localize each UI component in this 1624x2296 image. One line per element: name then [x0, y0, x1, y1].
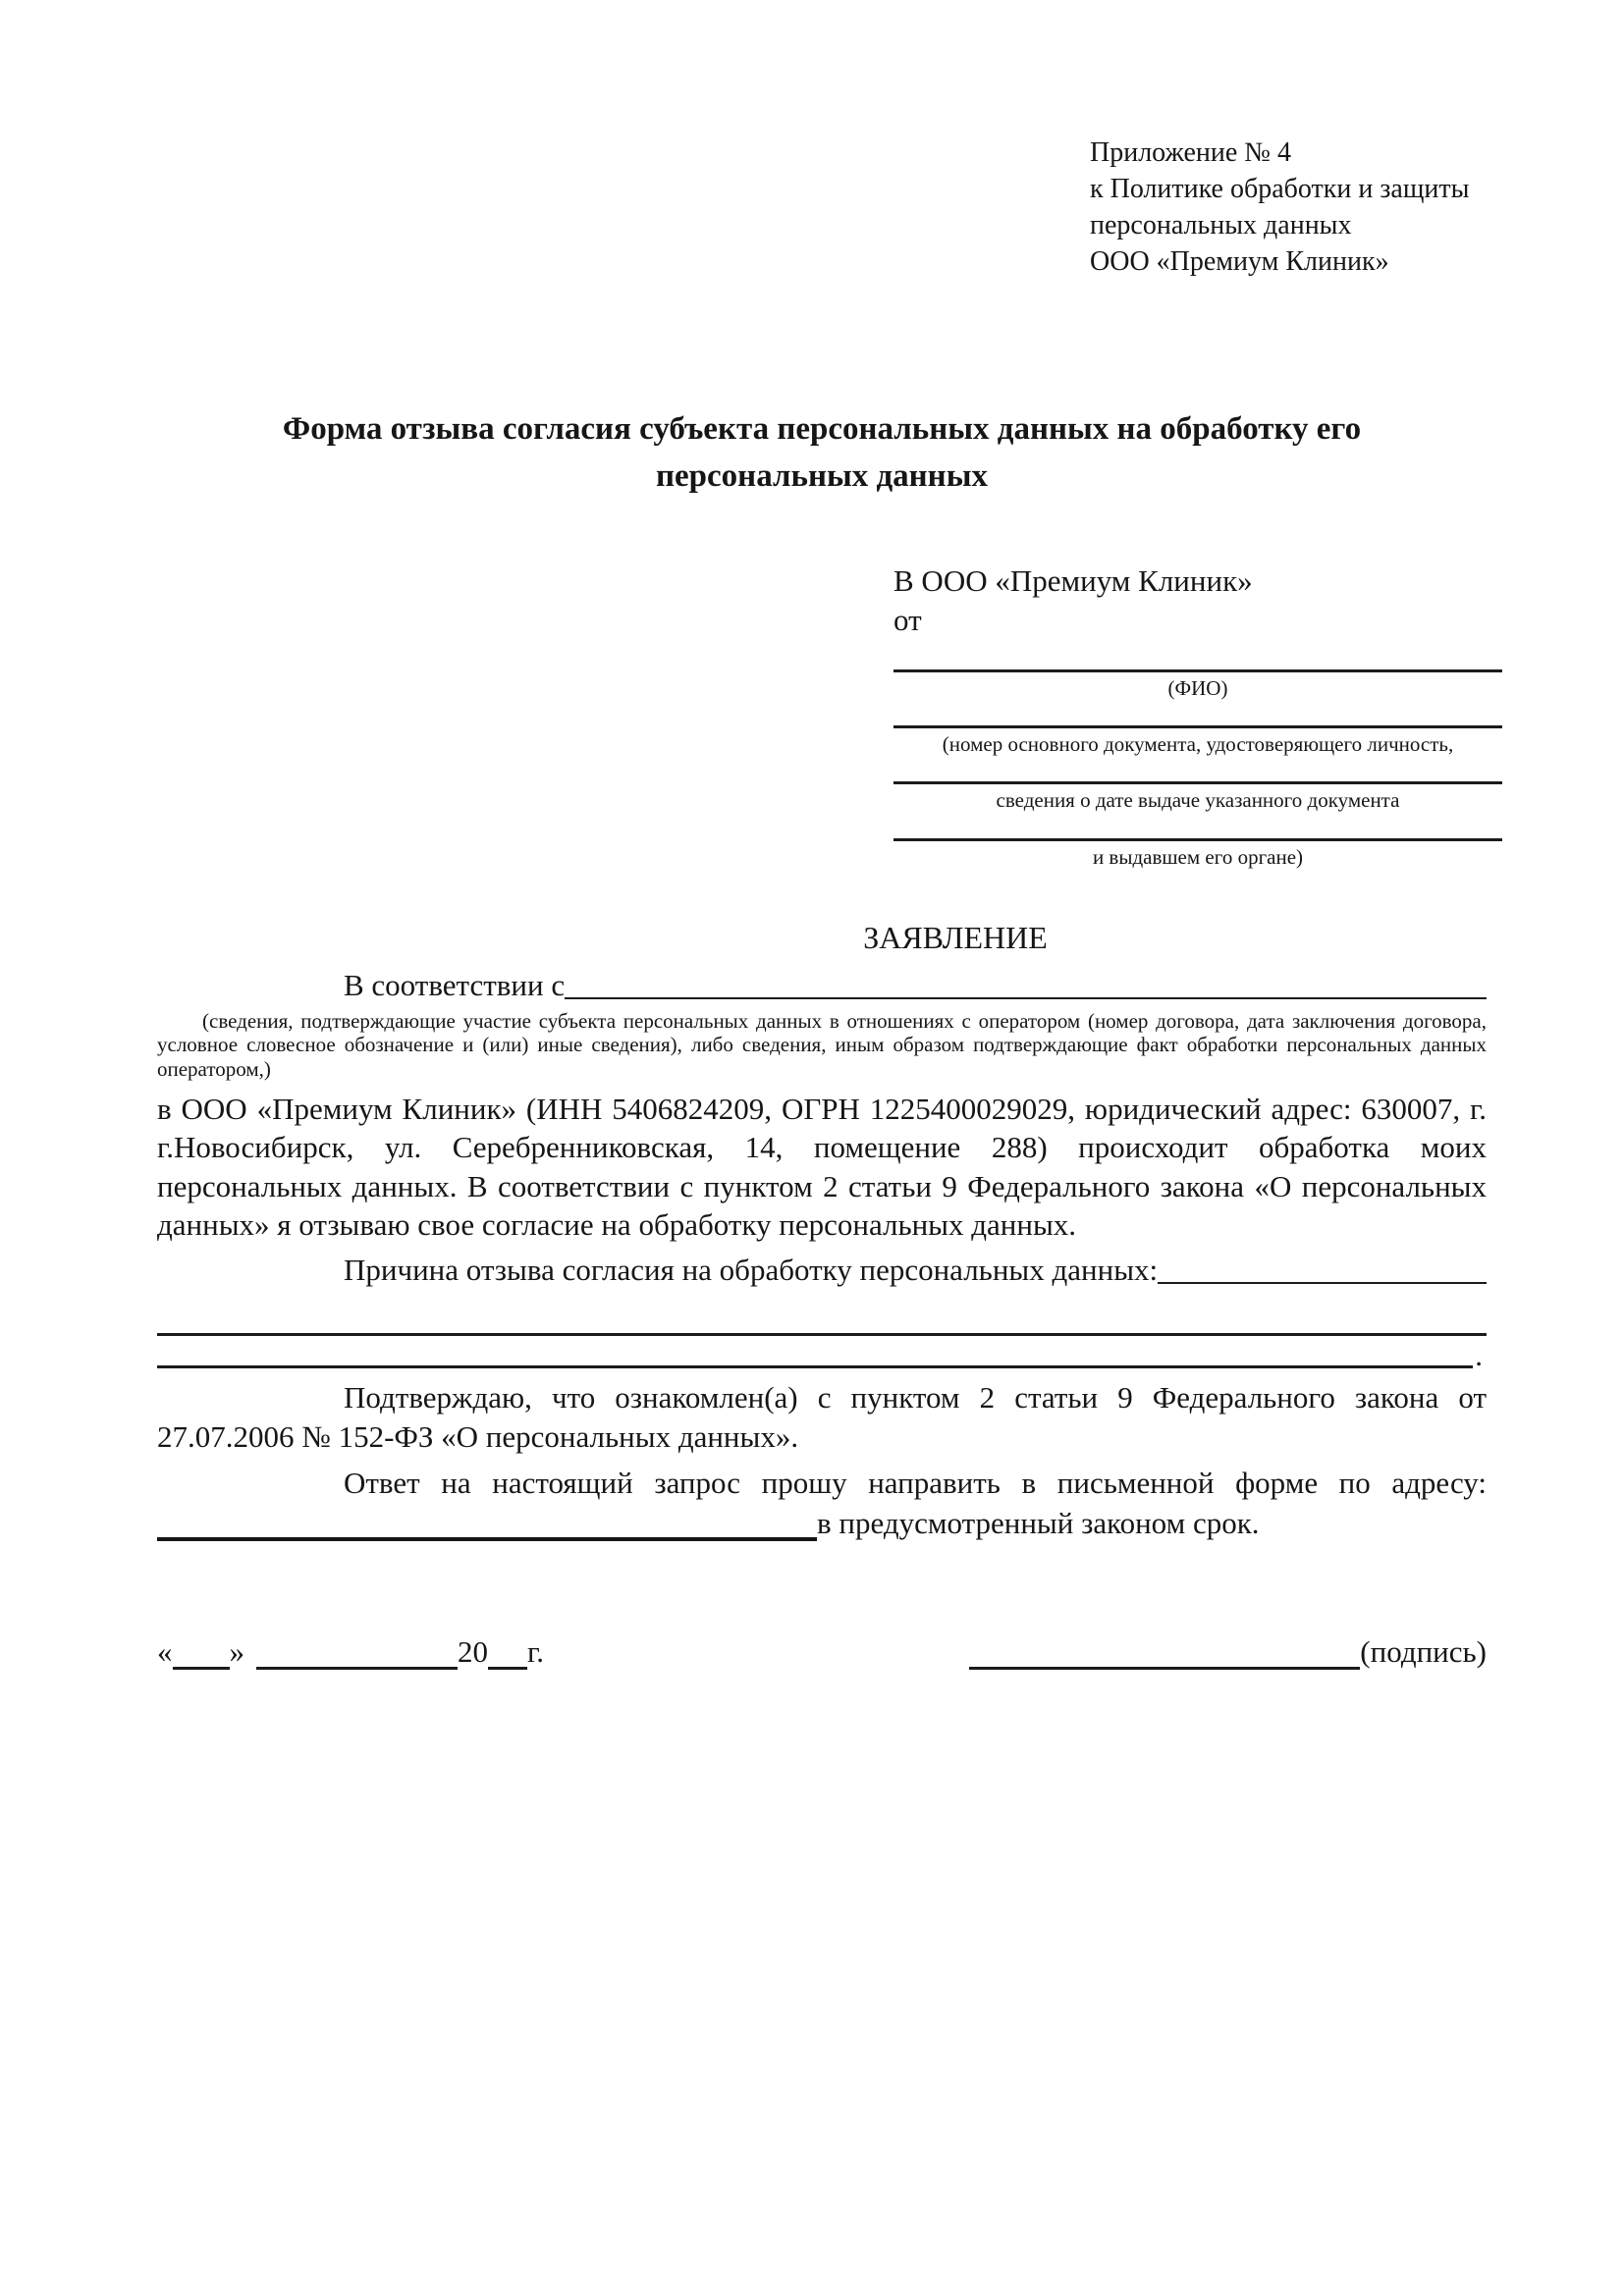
date-close-quote: »	[229, 1634, 244, 1670]
issuing-authority-blank-line	[893, 813, 1502, 841]
fio-field	[893, 640, 1502, 700]
year-blank-line	[488, 1641, 527, 1670]
document-number-blank-line	[893, 700, 1502, 728]
reason-blank-line-2	[157, 1365, 1473, 1368]
intro-footnote: (сведения, подтверждающие участие субъекта персональных данных в отношениях с оператором (номер договора, дата заключения договора, условное словесное обозначение и (или) иные сведения), либо сведения, иным образом подтверждающие факт обработки персональных данных оператором,)	[157, 1008, 1487, 1082]
addressee-organization: В ООО «Премиум Клиник»	[893, 562, 1253, 598]
fio-blank-line	[893, 640, 1502, 672]
appendix-line-4: ООО «Премиум Клиник»	[1090, 245, 1389, 277]
issue-date-caption: сведения о дате выдаче указанного документа	[996, 788, 1400, 813]
signature-caption: (подпись)	[1360, 1634, 1487, 1670]
document-number-caption: (номер основного документа, удостоверяющего личность,	[942, 732, 1454, 757]
addressee-from-label: от	[893, 602, 922, 637]
issuing-authority-field	[893, 813, 1502, 869]
appendix-note	[1090, 135, 1487, 281]
issue-date-blank-line	[893, 756, 1502, 784]
issue-date-field	[893, 756, 1502, 812]
signature-row	[157, 1634, 1487, 1670]
year-suffix: г.	[527, 1634, 544, 1670]
reply-address-blank-line	[157, 1508, 817, 1541]
document-number-field	[893, 700, 1502, 756]
year-prefix: 20	[458, 1634, 488, 1670]
issuing-authority-caption: и выдавшем его органе)	[1092, 844, 1304, 869]
withdrawal-reason-blank-line	[1158, 1282, 1487, 1284]
reason-line-period: .	[1475, 1338, 1483, 1373]
consent-basis-blank-line	[565, 997, 1487, 999]
month-blank-line	[256, 1641, 458, 1670]
consent-basis-label: В соответствии с	[344, 967, 566, 1002]
appendix-line-3: персональных данных	[1090, 209, 1352, 240]
appendix-line-2: к Политике обработки и защиты	[1090, 173, 1470, 204]
confirmation-paragraph: Подтверждаю, что ознакомлен(а) с пунктом 2 статьи 9 Федерального закона от 27.07.2006 № 152-ФЗ «О персональных данных».	[157, 1380, 1487, 1454]
fio-caption: (ФИО)	[1167, 676, 1228, 701]
statement-heading: ЗАЯВЛЕНИЕ	[863, 919, 1048, 955]
reply-deadline-text: в предусмотренный законом срок.	[817, 1506, 1260, 1541]
signature-blank-line	[969, 1641, 1360, 1670]
reason-blank-line-2-row	[157, 1338, 1487, 1373]
reason-blank-line-1	[157, 1333, 1487, 1336]
date-open-quote: «	[157, 1634, 173, 1670]
consent-basis-row	[157, 968, 1487, 1003]
signature-group	[969, 1634, 1487, 1670]
date-group	[157, 1634, 544, 1670]
day-blank-line	[173, 1641, 230, 1670]
reply-address-paragraph: Ответ на настоящий запрос прошу направить в письменной форме по адресу:	[344, 1466, 1487, 1501]
addressee-block	[893, 561, 1502, 869]
withdrawal-reason-label: Причина отзыва согласия на обработку персональных данных:	[344, 1253, 1159, 1288]
form-title: Форма отзыва согласия субъекта персональных данных на обработку его персональных данных	[282, 410, 1362, 494]
withdrawal-reason-row	[157, 1253, 1487, 1288]
statement-body-paragraph: в ООО «Премиум Клиник» (ИНН 5406824209, ОГРН 1225400029029, юридический адрес: 630007, г. г.Новосибирск, ул. Серебренниковская, 14, помещение 288) происходит обработка моих персональных данных. В соответствии с пунктом 2 статьи 9 Федерального закона «О персональных данных» я отзываю свое согласие на обработку персональных данных.	[157, 1091, 1487, 1243]
appendix-line-1: Приложение № 4	[1090, 137, 1291, 168]
reply-address-row	[157, 1506, 1487, 1541]
